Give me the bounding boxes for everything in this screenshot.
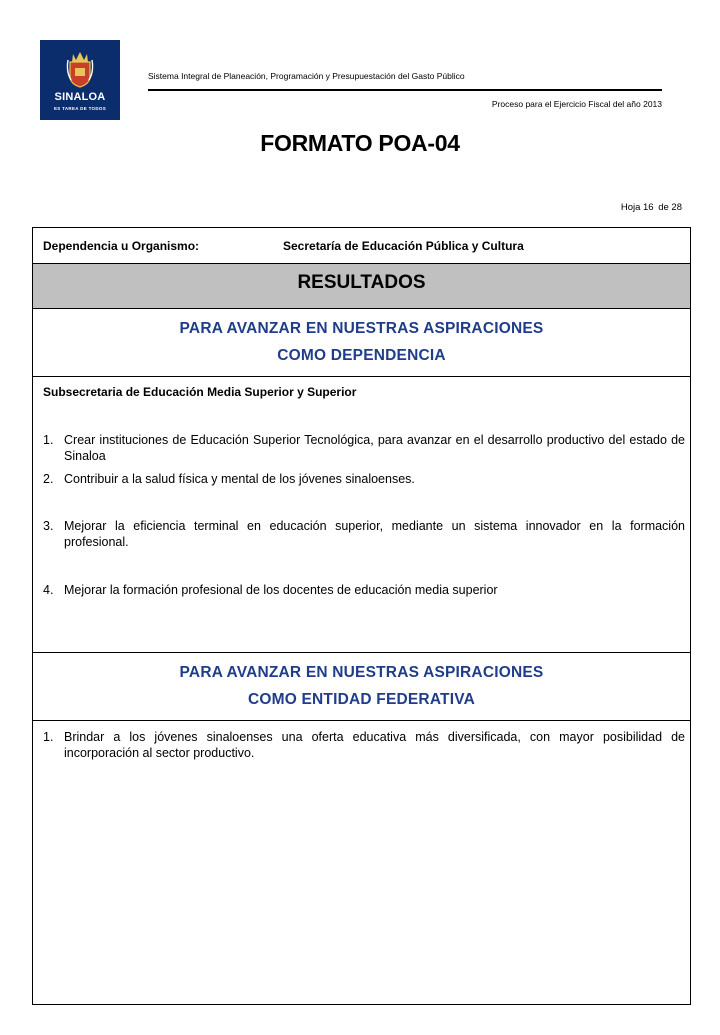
logo-slogan: ES TAREA DE TODOS: [53, 106, 107, 111]
item-number: 1.: [43, 433, 54, 447]
dependency-row: [33, 228, 690, 264]
section-dependency-heading: [33, 309, 690, 377]
coat-of-arms-icon: [66, 48, 94, 88]
results-header: [33, 264, 690, 309]
section-federal-heading: [33, 653, 690, 721]
process-year: Proceso para el Ejercicio Fiscal del año 2013: [491, 99, 662, 109]
item-text: Brindar a los jóvenes sinaloenses una oferta educativa más diversificada, con mayor posibilidad de incorporación al sector productivo.: [64, 730, 685, 760]
form-title: FORMATO POA-04: [260, 130, 460, 156]
item-number: 4.: [43, 583, 54, 597]
item-text: Contribuir a la salud física y mental de los jóvenes sinaloenses.: [64, 472, 415, 486]
subsecretaria-title: Subsecretaria de Educación Media Superior y Superior: [43, 385, 357, 399]
item-text: Mejorar la formación profesional de los docentes de educación media superior: [64, 583, 498, 597]
section-heading-line1: PARA AVANZAR EN NUESTRAS ASPIRACIONES: [179, 664, 544, 681]
dependency-label: Dependencia u Organismo:: [43, 239, 200, 253]
section-heading-line2: COMO DEPENDENCIA: [277, 347, 446, 364]
sheet-number: [619, 202, 682, 213]
item-number: 1.: [43, 730, 54, 744]
list-item: [43, 432, 685, 464]
sheet-total: de 28: [658, 202, 682, 213]
item-number: 3.: [43, 519, 54, 533]
results-form: [32, 227, 691, 1005]
dependency-value: Secretaría de Educación Pública y Cultura: [283, 239, 524, 253]
section-federal-content: [33, 721, 690, 1004]
sinaloa-logo: [40, 40, 120, 120]
sheet-label: Hoja 16: [620, 202, 654, 213]
header-divider: [148, 89, 662, 91]
list-item: [43, 518, 685, 550]
list-item: [43, 471, 685, 487]
item-number: 2.: [43, 472, 54, 486]
system-title: Sistema Integral de Planeación, Programación y Presupuestación del Gasto Público: [148, 71, 465, 81]
results-title: RESULTADOS: [297, 272, 426, 293]
item-text: Mejorar la eficiencia terminal en educación superior, mediante un sistema innovador en la formación profesional.: [64, 519, 685, 549]
section-heading-line2: COMO ENTIDAD FEDERATIVA: [247, 691, 476, 708]
logo-wordmark: SINALOA: [54, 91, 106, 103]
item-text: Crear instituciones de Educación Superior Tecnológica, para avanzar en el desarrollo productivo del estado de Sinaloa: [64, 433, 685, 463]
list-item: [43, 582, 685, 598]
section-dependency-content: [33, 377, 690, 653]
list-item: [43, 729, 685, 761]
section-heading-line1: PARA AVANZAR EN NUESTRAS ASPIRACIONES: [179, 320, 544, 337]
